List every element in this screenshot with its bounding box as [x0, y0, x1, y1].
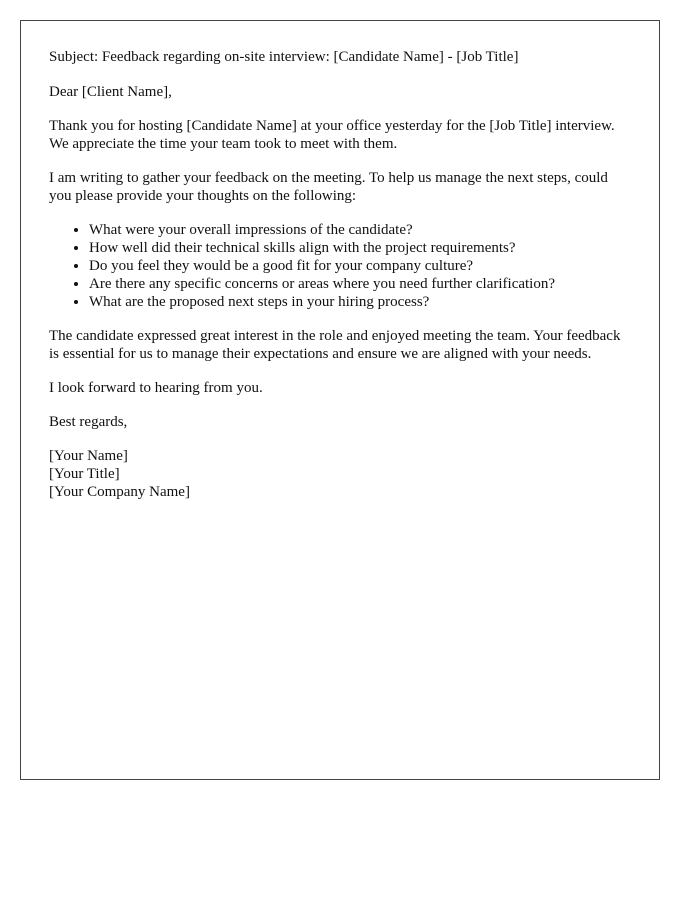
signature-name: [Your Name] — [49, 448, 128, 464]
list-item: • How well did their technical skills align with the project requirements? — [89, 239, 631, 257]
list-item: • What were your overall impressions of the candidate? — [89, 221, 631, 239]
salutation: Dear [Client Name], — [49, 84, 172, 100]
body-paragraph-1: Thank you for hosting [Candidate Name] at your office yesterday for the [Job Title] interview. We appreciate the time your team took to meet with them. — [49, 118, 615, 152]
list-item: • Are there any specific concerns or areas where you need further clarification? — [89, 275, 631, 293]
signature-block — [49, 447, 631, 501]
letter-document — [20, 20, 660, 780]
list-item: • What are the proposed next steps in your hiring process? — [89, 293, 631, 311]
list-item: • Do you feel they would be a good fit for your company culture? — [89, 257, 631, 275]
body-paragraph-2: I am writing to gather your feedback on the meeting. To help us manage the next steps, could you please provide your thoughts on the following: — [49, 170, 608, 204]
signature-title: [Your Title] — [49, 466, 120, 482]
closing: Best regards, — [49, 414, 128, 430]
body-paragraph-3: The candidate expressed great interest in the role and enjoyed meeting the team. Your feedback is essential for us to manage their expectations and ensure we are aligned with your needs. — [49, 328, 621, 362]
signature-company: [Your Company Name] — [49, 484, 190, 500]
question-list — [49, 221, 631, 311]
subject-line: Subject: Feedback regarding on-site interview: [Candidate Name] - [Job Title] — [49, 49, 519, 65]
body-paragraph-4: I look forward to hearing from you. — [49, 380, 263, 396]
